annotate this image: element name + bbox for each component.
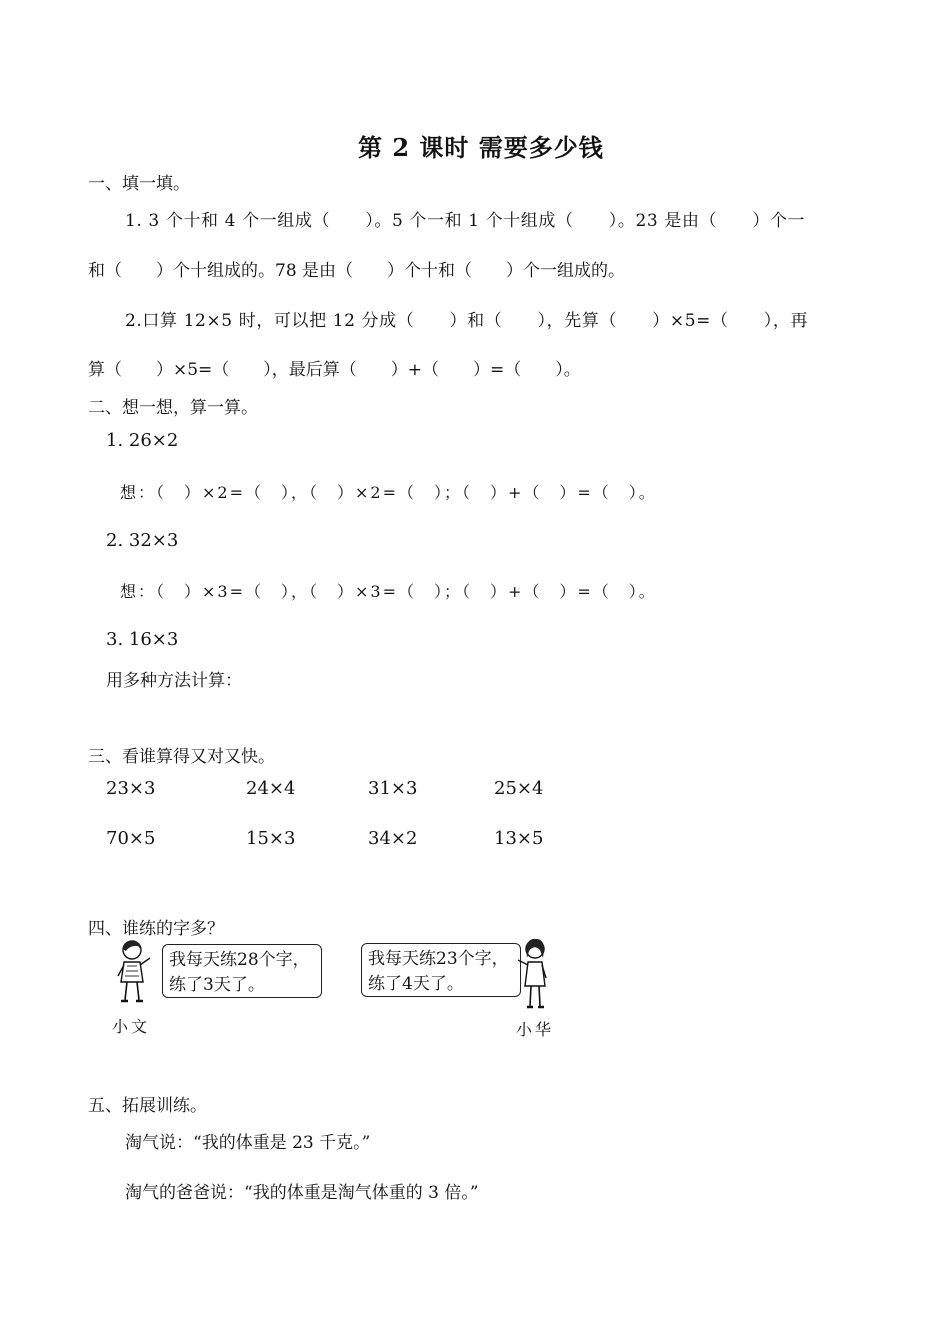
left-bubble-line2: 练了3天了。 <box>169 975 265 995</box>
page-title: 第 2 课时 需要多少钱 <box>358 133 604 162</box>
s1-q2-line1: 2.口算 12×5 时，可以把 12 分成（ ）和（ ），先算（ ）×5=（ ），再 <box>125 311 809 331</box>
left-bubble-line1: 我每天练28个字， <box>169 950 310 970</box>
s1-q2-line2: 算（ ）×5=（ ），最后算（ ）+（ ）=（ ）。 <box>88 360 581 380</box>
calc-item: 24×4 <box>246 778 296 799</box>
section-4-heading: 四、谁练的字多？ <box>88 919 224 939</box>
speech-bubble-right <box>361 943 521 997</box>
s1-q1-line1: 1. 3 个十和 4 个一组成（ ）。5 个一和 1 个十组成（ ）。23 是由（ ）个一 <box>125 211 806 231</box>
girl-xiaowen-illustration <box>110 938 160 1013</box>
calc-item: 23×3 <box>106 778 156 799</box>
right-bubble-line1: 我每天练23个字， <box>368 949 509 969</box>
name-label-xiaohua: 小华 <box>516 1020 555 1039</box>
section-3-heading: 三、看谁算得又对又快。 <box>88 747 275 767</box>
s2-p1-think: 想：（ ）×2=（ ），（ ）×2=（ ）；（ ）+（ ）=（ ）。 <box>120 483 657 502</box>
speech-bubble-left <box>162 944 322 998</box>
calc-item: 34×2 <box>368 828 418 849</box>
right-bubble-line2: 练了4天了。 <box>368 974 464 994</box>
s2-p2-label: 2. 32×3 <box>106 530 179 551</box>
s2-p3-text: 用多种方法计算： <box>106 671 242 691</box>
name-label-xiaowen: 小文 <box>112 1017 151 1036</box>
calc-item: 25×4 <box>494 778 544 799</box>
s5-line1: 淘气说：“我的体重是 23 千克。” <box>125 1133 371 1153</box>
calc-item: 70×5 <box>106 828 156 849</box>
calc-item: 15×3 <box>246 828 296 849</box>
s2-p3-label: 3. 16×3 <box>106 629 179 650</box>
s2-p1-label: 1. 26×2 <box>106 430 179 451</box>
section-5-heading: 五、拓展训练。 <box>88 1096 207 1116</box>
section-2-heading: 二、想一想，算一算。 <box>88 398 258 418</box>
section-1-heading: 一、填一填。 <box>88 174 190 194</box>
s2-p2-think: 想：（ ）×3=（ ），（ ）×3=（ ）；（ ）+（ ）=（ ）。 <box>120 582 657 601</box>
calc-item: 13×5 <box>494 828 544 849</box>
s1-q1-line2: 和（ ）个十组成的。78 是由（ ）个十和（ ）个一组成的。 <box>88 261 626 281</box>
girl-xiaohua-illustration <box>512 936 557 1016</box>
s5-line2: 淘气的爸爸说：“我的体重是淘气体重的 3 倍。” <box>125 1183 479 1203</box>
calc-item: 31×3 <box>368 778 418 799</box>
